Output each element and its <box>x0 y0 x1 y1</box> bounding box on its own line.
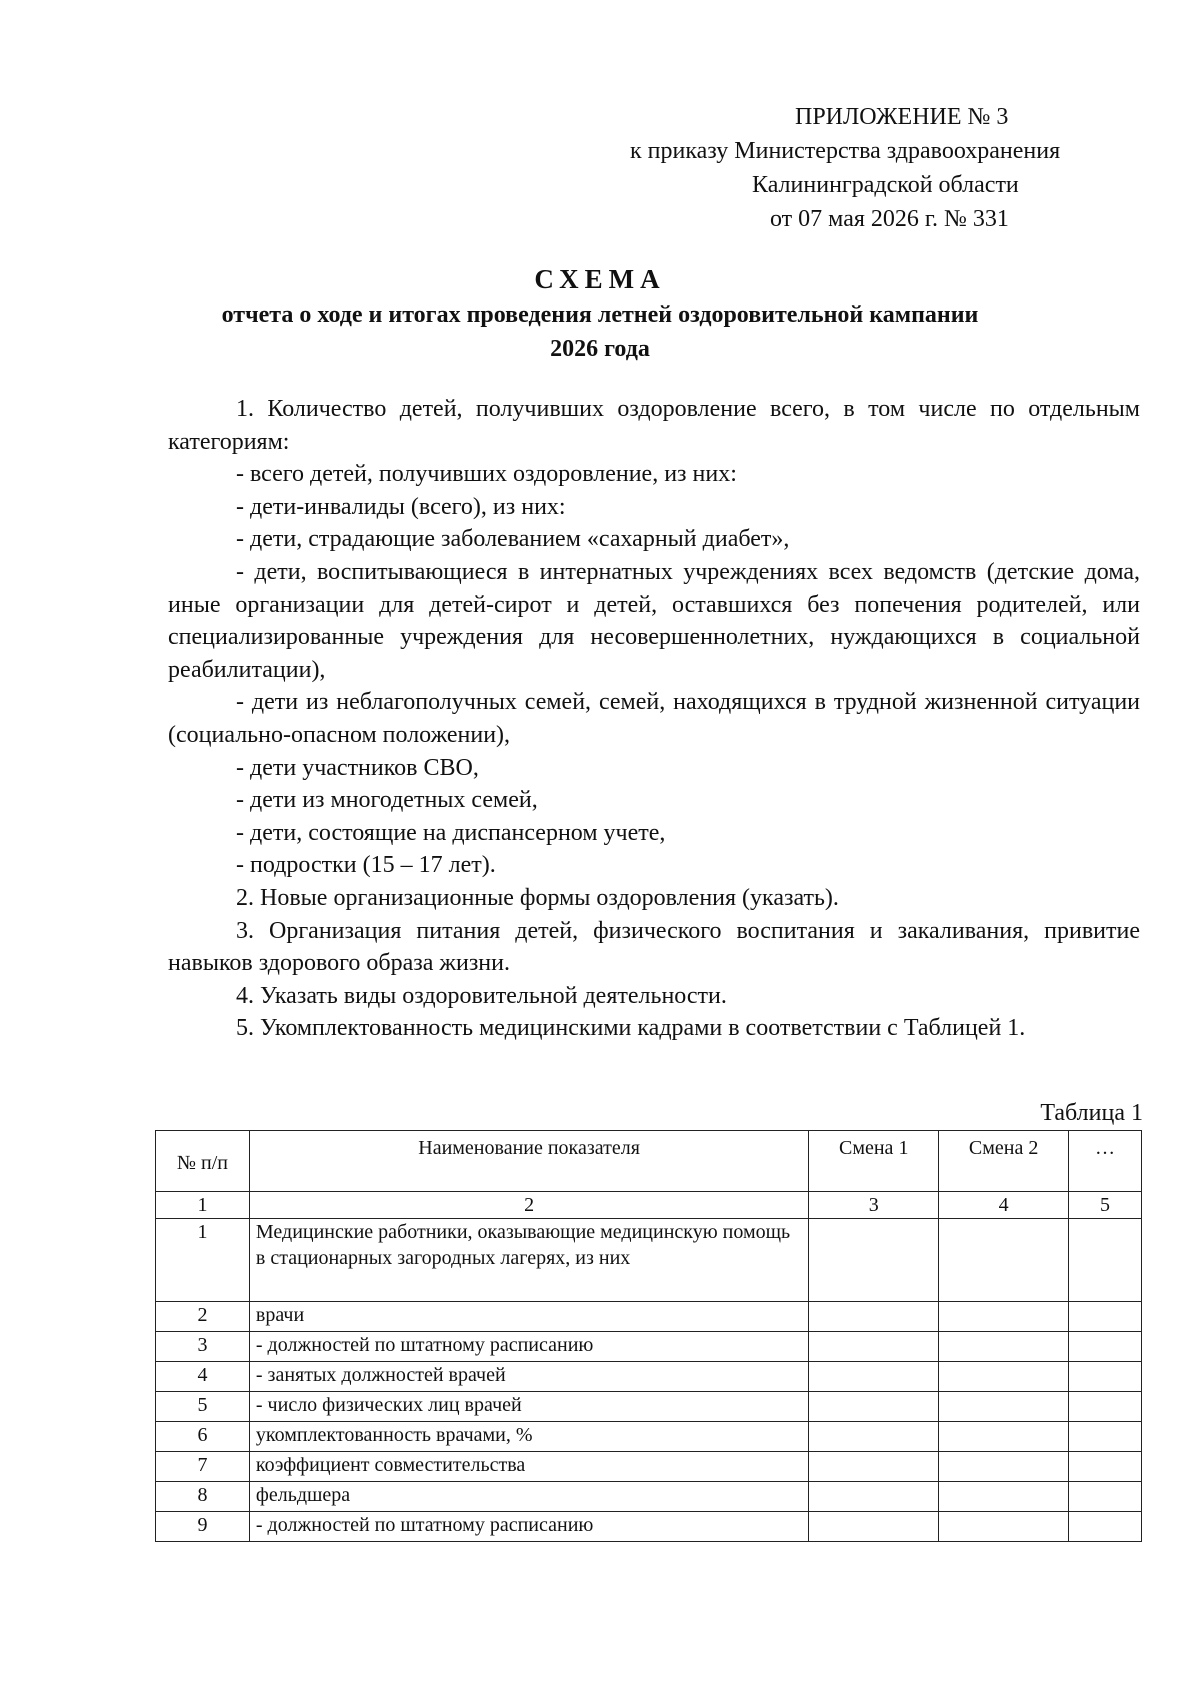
shift-2-cell <box>939 1422 1069 1452</box>
table-caption: Таблица 1 <box>1040 1100 1143 1126</box>
table-row <box>156 1219 1142 1302</box>
shift-1-cell <box>809 1422 939 1452</box>
document-subtitle-year: 2026 года <box>550 336 650 362</box>
table-row <box>156 1422 1142 1452</box>
row-indicator: врачи <box>249 1302 808 1332</box>
document-body <box>168 393 1140 1045</box>
header-cell-number: № п/п <box>156 1131 250 1192</box>
row-indicator: укомплектованность врачами, % <box>249 1422 808 1452</box>
column-number-row <box>156 1192 1142 1219</box>
table-row <box>156 1362 1142 1392</box>
shift-2-cell <box>939 1302 1069 1332</box>
row-indicator: коэффициент совместительства <box>249 1452 808 1482</box>
column-number: 2 <box>249 1192 808 1219</box>
list-item: - дети-инвалиды (всего), из них: <box>236 493 566 520</box>
list-item: - дети, воспитывающиеся в интернатных учреждениях всех ведомств (детские дома, иные организации для детей-сирот и детей, оставшихся без попечения родителей, или специализированные учреждения для несовершеннолетних, нуждающихся в социальной реабилитации), <box>168 558 1140 683</box>
shift-1-cell <box>809 1512 939 1542</box>
table-row <box>156 1392 1142 1422</box>
table-row <box>156 1332 1142 1362</box>
appendix-order-line: к приказу Министерства здравоохранения <box>630 138 1061 164</box>
row-number: 8 <box>156 1482 250 1512</box>
header-cell-shift-1: Смена 1 <box>809 1131 939 1192</box>
list-item: - подростки (15 – 17 лет). <box>236 852 496 879</box>
shift-2-cell <box>939 1219 1069 1302</box>
column-number: 1 <box>156 1192 250 1219</box>
column-number: 4 <box>939 1192 1069 1219</box>
more-cell <box>1069 1302 1142 1332</box>
row-number: 7 <box>156 1452 250 1482</box>
row-indicator: фельдшера <box>249 1482 808 1512</box>
shift-2-cell <box>939 1332 1069 1362</box>
row-number: 2 <box>156 1302 250 1332</box>
appendix-title: ПРИЛОЖЕНИЕ № 3 <box>795 104 1009 130</box>
shift-1-cell <box>809 1362 939 1392</box>
list-item: - дети из многодетных семей, <box>236 787 538 814</box>
more-cell <box>1069 1482 1142 1512</box>
list-item: - дети участников СВО, <box>236 754 479 781</box>
list-item: - всего детей, получивших оздоровление, из них: <box>236 461 737 488</box>
row-number: 3 <box>156 1332 250 1362</box>
row-number: 6 <box>156 1422 250 1452</box>
paragraph-4: 4. Указать виды оздоровительной деятельности. <box>236 982 727 1009</box>
more-cell <box>1069 1332 1142 1362</box>
list-item: - дети из неблагополучных семей, семей, находящихся в трудной жизненной ситуации (социально-опасном положении), <box>168 689 1140 748</box>
staffing-table <box>155 1130 1142 1542</box>
appendix-date-line: от 07 мая 2026 г. № 331 <box>770 206 1009 232</box>
more-cell <box>1069 1512 1142 1542</box>
row-indicator: - число физических лиц врачей <box>249 1392 808 1422</box>
column-number: 3 <box>809 1192 939 1219</box>
shift-2-cell <box>939 1362 1069 1392</box>
shift-2-cell <box>939 1482 1069 1512</box>
table-row <box>156 1302 1142 1332</box>
row-number: 1 <box>156 1219 250 1302</box>
shift-1-cell <box>809 1332 939 1362</box>
more-cell <box>1069 1219 1142 1302</box>
table-row <box>156 1512 1142 1542</box>
more-cell <box>1069 1392 1142 1422</box>
row-indicator: - занятых должностей врачей <box>249 1362 808 1392</box>
paragraph-2: 2. Новые организационные формы оздоровления (указать). <box>236 884 839 911</box>
header-cell-more: … <box>1069 1131 1142 1192</box>
header-cell-indicator: Наименование показателя <box>249 1131 808 1192</box>
row-indicator: Медицинские работники, оказывающие медицинскую помощь в стационарных загородных лагерях, из них <box>249 1219 808 1302</box>
more-cell <box>1069 1362 1142 1392</box>
shift-2-cell <box>939 1512 1069 1542</box>
row-number: 4 <box>156 1362 250 1392</box>
shift-1-cell <box>809 1392 939 1422</box>
table-header-row <box>156 1131 1142 1192</box>
row-indicator: - должностей по штатному расписанию <box>249 1332 808 1362</box>
list-item: - дети, состоящие на диспансерном учете, <box>236 819 666 846</box>
shift-1-cell <box>809 1219 939 1302</box>
more-cell <box>1069 1452 1142 1482</box>
row-number: 9 <box>156 1512 250 1542</box>
row-indicator: - должностей по штатному расписанию <box>249 1512 808 1542</box>
more-cell <box>1069 1422 1142 1452</box>
row-number: 5 <box>156 1392 250 1422</box>
shift-1-cell <box>809 1482 939 1512</box>
document-title: СХЕМА <box>534 264 666 294</box>
header-cell-shift-2: Смена 2 <box>939 1131 1069 1192</box>
shift-2-cell <box>939 1452 1069 1482</box>
table-row <box>156 1482 1142 1512</box>
column-number: 5 <box>1069 1192 1142 1219</box>
document-subtitle: отчета о ходе и итогах проведения летней оздоровительной кампании <box>221 302 979 328</box>
table-row <box>156 1452 1142 1482</box>
shift-1-cell <box>809 1302 939 1332</box>
paragraph-1: 1. Количество детей, получивших оздоровление всего, в том числе по отдельным категориям: <box>168 396 1140 455</box>
shift-1-cell <box>809 1452 939 1482</box>
paragraph-5: 5. Укомплектованность медицинскими кадрами в соответствии с Таблицей 1. <box>236 1015 1026 1042</box>
appendix-region-line: Калининградской области <box>752 172 1019 198</box>
list-item: - дети, страдающие заболеванием «сахарный диабет», <box>236 526 790 553</box>
shift-2-cell <box>939 1392 1069 1422</box>
paragraph-3: 3. Организация питания детей, физического воспитания и закаливания, привитие навыков здорового образа жизни. <box>168 917 1140 977</box>
